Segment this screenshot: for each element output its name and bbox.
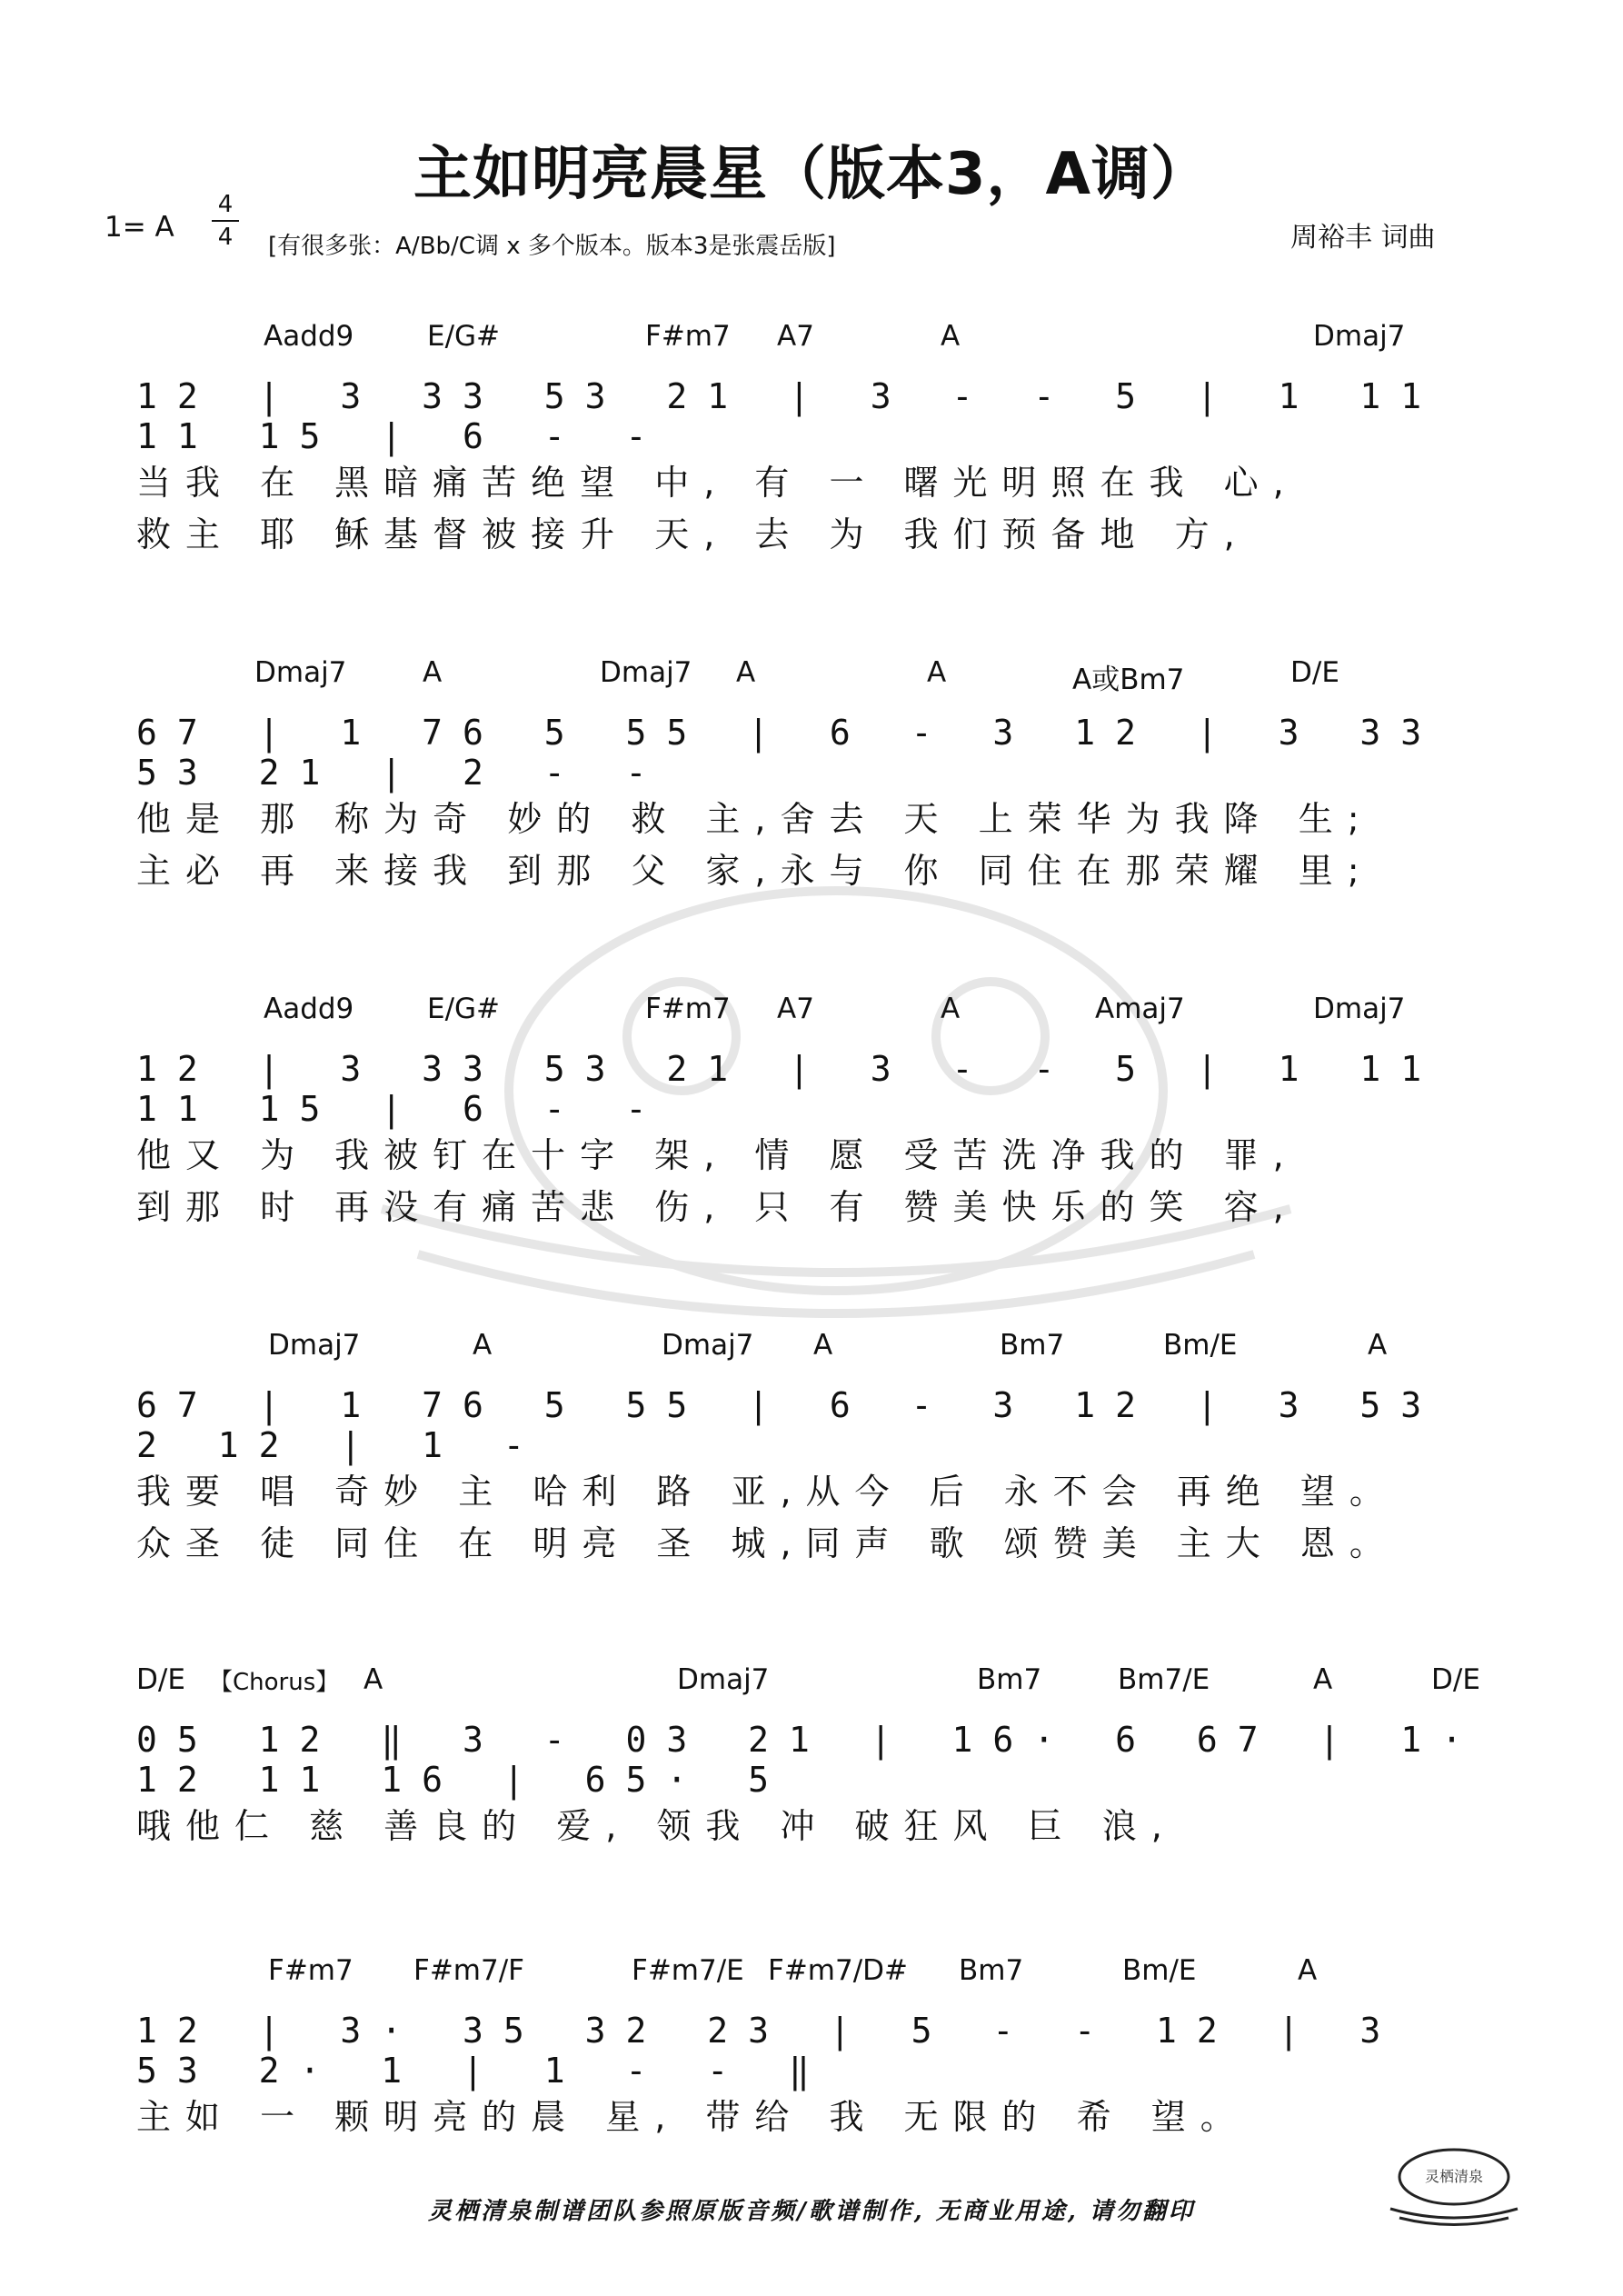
chord: A — [423, 656, 443, 689]
chord: Aadd9 — [264, 993, 354, 1025]
chord: Dmaj7 — [254, 656, 347, 689]
chord: E/G# — [427, 993, 501, 1025]
lyric-verse-1: 他是 那 称为奇 妙的 救 主,舍去 天 上荣华为我降 生; — [136, 799, 1374, 839]
footer-note: 灵栖清泉制谱团队参照原版音频/歌谱制作, 无商业用途, 请勿翻印 — [428, 2198, 1195, 2225]
chord: Aadd9 — [264, 320, 354, 353]
time-signature-top: 4 — [217, 191, 234, 218]
chord: Dmaj7 — [268, 1329, 361, 1362]
time-signature-bottom: 4 — [217, 224, 234, 251]
chord: Bm7/E — [1118, 1663, 1210, 1696]
chorus-label: 【Chorus】 — [209, 1669, 340, 1696]
notation-line: 12 | 3· 35 32 23 | 5 - - 12 | 3 53 2· 1 | 1 - - ‖ — [136, 2011, 1401, 2091]
page-title: 主如明亮晨星（版本3，A调） — [413, 141, 1210, 208]
chord: Bm/E — [1122, 1954, 1197, 1987]
chord: F#m7/F — [413, 1954, 525, 1987]
chord: A — [736, 656, 756, 689]
chord: Bm7 — [959, 1954, 1024, 1987]
chord: Bm/E — [1163, 1329, 1238, 1362]
chord: A — [927, 656, 947, 689]
lyric-verse-1: 我要 唱 奇妙 主 哈利 路 亚,从今 后 永不会 再绝 望。 — [136, 1472, 1399, 1512]
subtitle-note: [有很多张：A/Bb/C调 x 多个版本。版本3是张震岳版] — [268, 233, 836, 260]
score-row-2 — [136, 656, 1499, 893]
score-row-6 — [136, 1954, 1499, 2191]
chord: Dmaj7 — [662, 1329, 754, 1362]
chord: A — [1368, 1329, 1388, 1362]
chord: A — [941, 320, 961, 353]
lyric-verse-2: 主必 再 来接我 到那 父 家,永与 你 同住在那荣耀 里; — [136, 851, 1374, 891]
chord: Dmaj7 — [677, 1663, 770, 1696]
notation-line: 12 | 3 33 53 21 | 3 - - 5 | 1 11 11 15 | 6 - - — [136, 1049, 1442, 1129]
notation-line: 12 | 3 33 53 21 | 3 - - 5 | 1 11 11 15 | 6 - - — [136, 376, 1442, 456]
chord: A或Bm7 — [1072, 664, 1185, 696]
notation-line: 05 12 ‖ 3 - 03 21 | 16· 6 67 | 1· 12 11 16 | 65· 5 — [136, 1720, 1482, 1800]
chord: A — [363, 1663, 383, 1696]
chord: D/E — [136, 1663, 185, 1696]
key-signature: 1= A — [105, 211, 174, 244]
time-signature — [207, 191, 244, 251]
chord: E/G# — [427, 320, 501, 353]
score-row-5 — [136, 1663, 1499, 1900]
chord: Amaj7 — [1095, 993, 1185, 1025]
chord: Dmaj7 — [1313, 993, 1406, 1025]
lyric-verse-1: 哦他仁 慈 善良的 爱, 领我 冲 破狂风 巨 浪, — [136, 1806, 1177, 1846]
chord: F#m7/D# — [768, 1954, 909, 1987]
chord: Bm7 — [977, 1663, 1042, 1696]
lyric-verse-1: 主如 一 颗明亮的晨 星, 带给 我 无限的 希 望。 — [136, 2097, 1250, 2137]
lyric-verse-2: 救主 耶 稣基督被接升 天, 去 为 我们预备地 方, — [136, 514, 1250, 554]
chord: F#m7/E — [632, 1954, 744, 1987]
score-row-1 — [136, 320, 1499, 556]
chord: D/E — [1431, 1663, 1480, 1696]
score-row-4 — [136, 1329, 1499, 1565]
lyric-verse-2: 到那 时 再没有痛苦悲 伤, 只 有 赞美快乐的笑 容, — [136, 1187, 1299, 1227]
chord: Dmaj7 — [600, 656, 692, 689]
chord: F#m7 — [645, 993, 731, 1025]
composer-credit: 周裕丰 词曲 — [1290, 222, 1436, 254]
chord: F#m7 — [268, 1954, 353, 1987]
score-row-3 — [136, 993, 1499, 1229]
notation-line: 67 | 1 76 5 55 | 6 - 3 12 | 3 53 2 12 | 1 - — [136, 1385, 1442, 1465]
chord: Bm7 — [1000, 1329, 1065, 1362]
notation-line: 67 | 1 76 5 55 | 6 - 3 12 | 3 33 53 21 | 2 - - — [136, 713, 1442, 793]
chord: D/E — [1290, 656, 1339, 689]
chord: Dmaj7 — [1313, 320, 1406, 353]
logo-text: 灵栖清泉 — [1424, 2168, 1484, 2185]
chord: A — [1298, 1954, 1318, 1987]
chord: A — [473, 1329, 493, 1362]
chord: A — [941, 993, 961, 1025]
lyric-verse-1: 当我 在 黑暗痛苦绝望 中, 有 一 曙光明照在我 心, — [136, 463, 1299, 503]
chord: A — [813, 1329, 833, 1362]
lyric-verse-2: 众圣 徒 同住 在 明亮 圣 城,同声 歌 颂赞美 主大 恩。 — [136, 1523, 1399, 1563]
chord: A — [1313, 1663, 1333, 1696]
chord: A7 — [777, 993, 814, 1025]
chord: F#m7 — [645, 320, 731, 353]
brand-logo — [1381, 2127, 1527, 2227]
time-signature-divider — [212, 220, 239, 222]
lyric-verse-1: 他又 为 我被钉在十字 架, 情 愿 受苦洗净我的 罪, — [136, 1135, 1299, 1175]
chord: A7 — [777, 320, 814, 353]
